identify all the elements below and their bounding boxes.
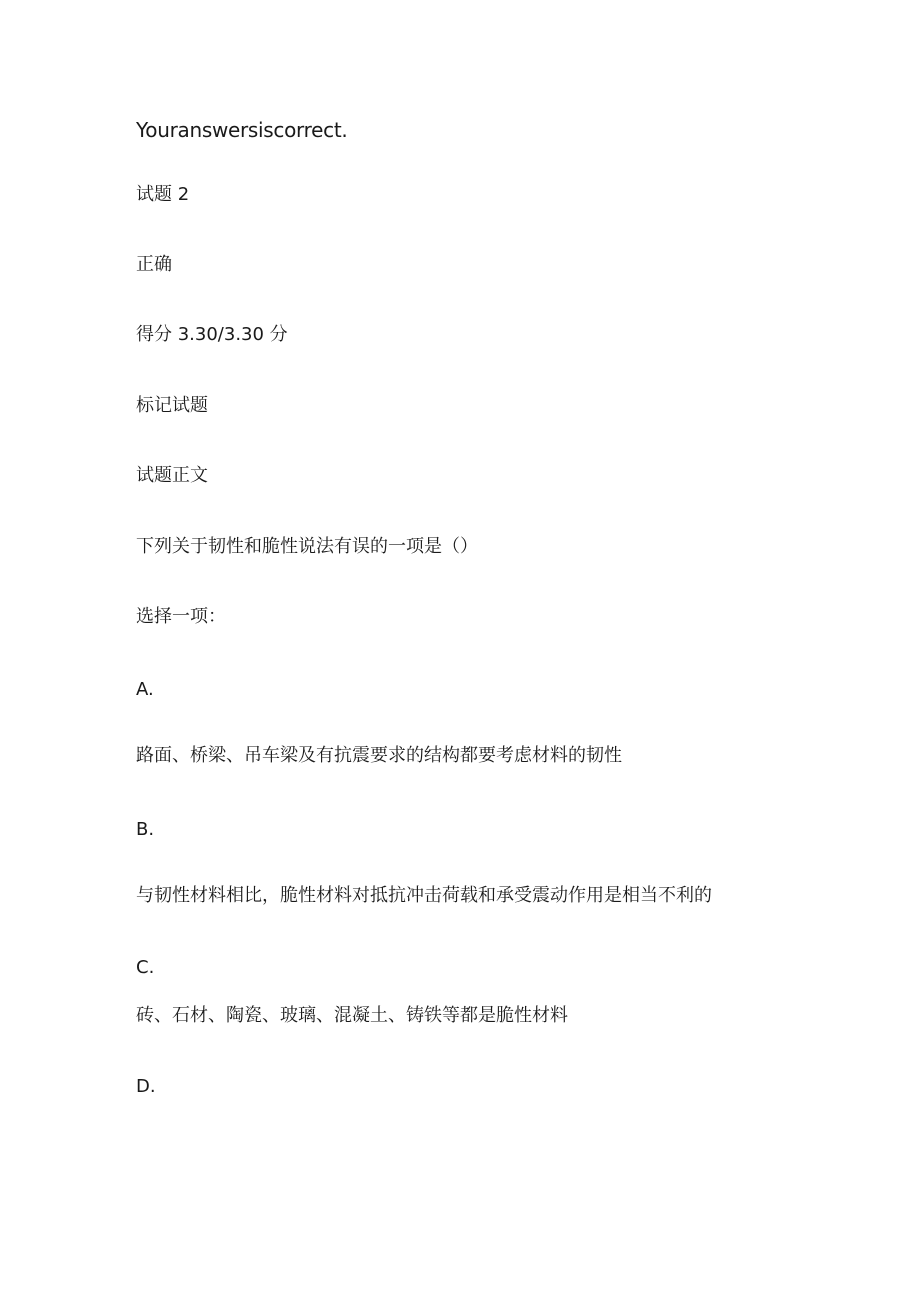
option-b-letter[interactable]: B. [136,819,155,840]
question-grade: 得分 3.30/3.30 分 [136,324,288,345]
question-text: 下列关于韧性和脆性说法有误的一项是（） [136,536,478,557]
option-d-letter[interactable]: D. [136,1076,156,1097]
option-c-text[interactable]: 砖、石材、陶瓷、玻璃、混凝土、铸铁等都是脆性材料 [136,1005,568,1026]
flag-question-link[interactable]: 标记试题 [136,395,208,416]
question-number: 试题 2 [136,184,190,205]
question-body-label: 试题正文 [136,465,208,486]
option-a-letter[interactable]: A. [136,679,154,700]
question-state: 正确 [136,254,172,275]
option-b-text[interactable]: 与韧性材料相比，脆性材料对抵抗冲击荷载和承受震动作用是相当不利的 [136,885,712,906]
feedback-message: Youranswersiscorrect. [136,118,348,142]
answer-prompt: 选择一项： [136,606,226,627]
option-a-text[interactable]: 路面、桥梁、吊车梁及有抗震要求的结构都要考虑材料的韧性 [136,745,622,766]
option-c-letter[interactable]: C. [136,957,155,978]
